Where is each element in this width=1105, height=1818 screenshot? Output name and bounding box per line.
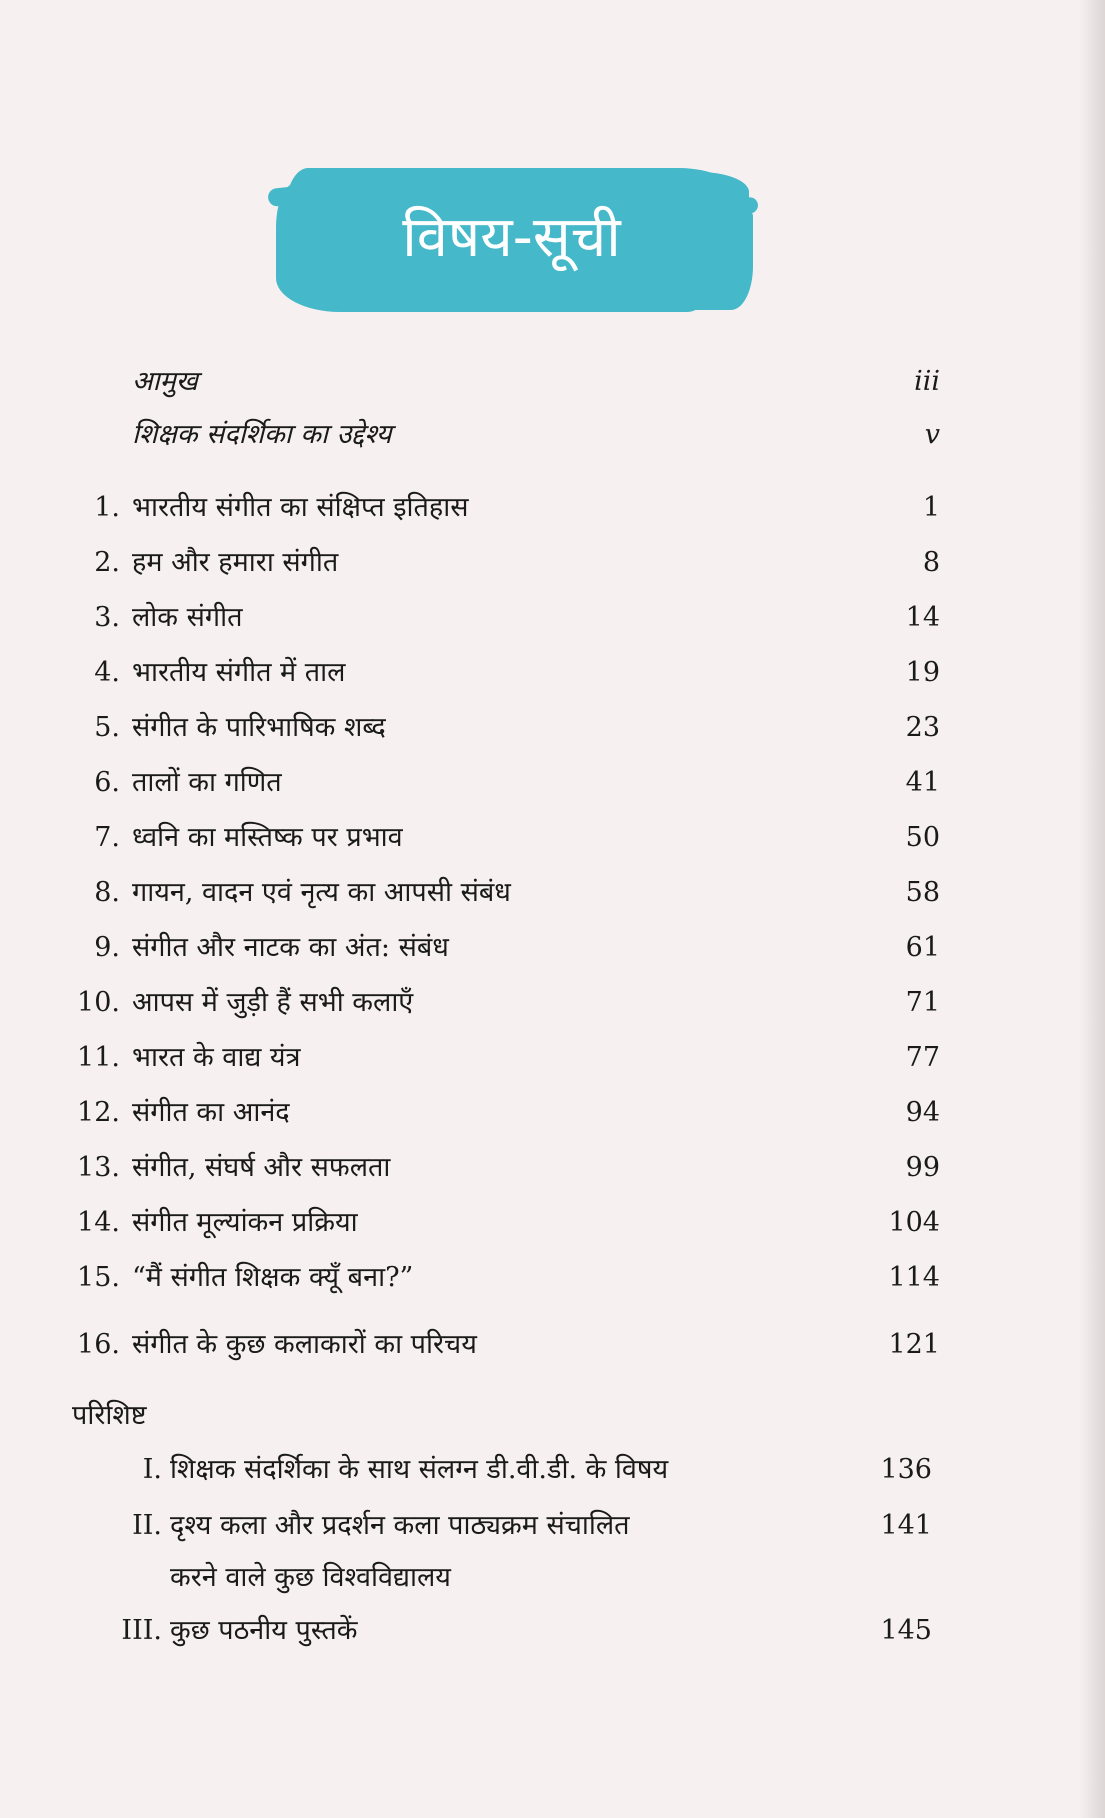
toc-chapter [70,488,940,528]
toc-chapter [70,1148,940,1188]
toc-entry-foreword [70,362,940,402]
appendix-entry-page: 145 [880,1615,932,1646]
toc-chapter-page: 1 [922,492,940,523]
toc-chapter-title: संगीत मूल्यांकन प्रक्रिया [132,1207,358,1238]
toc-chapter-page: 23 [905,712,940,743]
toc-chapter [70,1093,940,1133]
toc-chapter [70,983,940,1023]
toc-chapter-number: 16. [77,1329,120,1360]
toc-chapter-number: 1. [94,492,120,523]
appendix-entry-title: कुछ पठनीय पुस्तकें [170,1615,358,1646]
toc-chapter-title: संगीत और नाटक का अंत: संबंध [132,932,449,963]
toc-chapter-number: 9. [94,932,120,963]
page-edge-shadow [1079,0,1105,1818]
toc-chapter-number: 10. [77,987,120,1018]
toc-chapter-page: 121 [888,1329,940,1360]
appendix-entry-number: III. [121,1615,162,1646]
toc-chapter-page: 94 [905,1097,940,1128]
appendix-entry [70,1450,940,1490]
toc-chapter-page: 71 [905,987,940,1018]
toc-chapter-page: 41 [905,767,940,798]
toc-chapter [70,1203,940,1243]
toc-chapter-page: 50 [905,822,940,853]
toc-entry-label: शिक्षक संदर्शिका का उद्देश्य [132,419,392,450]
toc-chapter-page: 8 [922,547,940,578]
appendix-entry-title-continued: करने वाले कुछ विश्वविद्यालय [170,1562,451,1593]
toc-chapter-title: गायन, वादन एवं नृत्य का आपसी संबंध [132,877,511,908]
toc-chapter-title: भारत के वाद्य यंत्र [132,1042,301,1073]
appendix-entry-page: 136 [880,1454,932,1485]
toc-chapter-title: ध्वनि का मस्तिष्क पर प्रभाव [132,822,403,853]
toc-chapter-title: “मैं संगीत शिक्षक क्यूँ बना?” [132,1262,414,1293]
toc-chapter-number: 6. [94,767,120,798]
toc-chapter [70,653,940,693]
page-title: विषय-सूची [402,205,621,270]
toc-chapter-page: 61 [905,932,940,963]
toc-chapter-number: 7. [94,822,120,853]
toc-chapter [70,598,940,638]
appendix-entry-title: शिक्षक संदर्शिका के साथ संलग्न डी.वी.डी. के विषय [170,1454,669,1485]
toc-chapter-title: संगीत, संघर्ष और सफलता [132,1152,391,1183]
toc-chapter-number: 11. [77,1042,120,1073]
toc-chapter-number: 13. [77,1152,120,1183]
toc-chapter-title: संगीत का आनंद [132,1097,290,1128]
toc-chapter-title: संगीत के पारिभाषिक शब्द [132,712,386,743]
appendix-entry-number: II. [132,1510,162,1541]
toc-chapter-number: 2. [94,547,120,578]
toc-chapter-number: 5. [94,712,120,743]
toc-chapter [70,928,940,968]
toc-entry-purpose [70,415,940,455]
toc-chapter [70,1258,940,1298]
toc-chapter [70,543,940,583]
toc-chapter-title: भारतीय संगीत में ताल [132,657,346,688]
toc-entry-page: v [924,419,940,450]
toc-chapter-number: 14. [77,1207,120,1238]
toc-chapter-title: भारतीय संगीत का संक्षिप्त इतिहास [132,492,469,523]
toc-chapter-number: 8. [94,877,120,908]
toc-chapter-page: 19 [905,657,940,688]
toc-chapter-page: 14 [905,602,940,633]
appendix-entry-number: I. [142,1454,162,1485]
appendix-entry-title: दृश्य कला और प्रदर्शन कला पाठ्यक्रम संचालित [170,1510,630,1541]
toc-chapter-page: 114 [888,1262,940,1293]
toc-chapter-page: 58 [905,877,940,908]
toc-entry-page: iii [914,366,940,397]
toc-chapter-number: 15. [77,1262,120,1293]
toc-chapter [70,873,940,913]
toc-chapter-page: 77 [905,1042,940,1073]
toc-chapter-title: हम और हमारा संगीत [132,547,339,578]
toc-chapter-number: 4. [94,657,120,688]
toc-entry-label: आमुख [132,366,198,397]
toc-chapter-number: 3. [94,602,120,633]
toc-chapter [70,1325,940,1365]
appendix-heading: परिशिष्ट [72,1400,147,1431]
appendix-entry [70,1506,940,1546]
toc-chapter [70,818,940,858]
toc-chapter-number: 12. [77,1097,120,1128]
toc-chapter-page: 104 [888,1207,940,1238]
toc-chapter-title: आपस में जुड़ी हैं सभी कलाएँ [132,987,414,1018]
appendix-entry-page: 141 [880,1510,932,1541]
toc-chapter-title: लोक संगीत [132,602,243,633]
toc-chapter-page: 99 [905,1152,940,1183]
appendix-entry [70,1611,940,1651]
toc-chapter [70,708,940,748]
toc-chapter-title: संगीत के कुछ कलाकारों का परिचय [132,1329,477,1360]
toc-chapter [70,1038,940,1078]
toc-chapter-title: तालों का गणित [132,767,282,798]
appendix-entry-continuation [70,1558,940,1598]
toc-chapter [70,763,940,803]
